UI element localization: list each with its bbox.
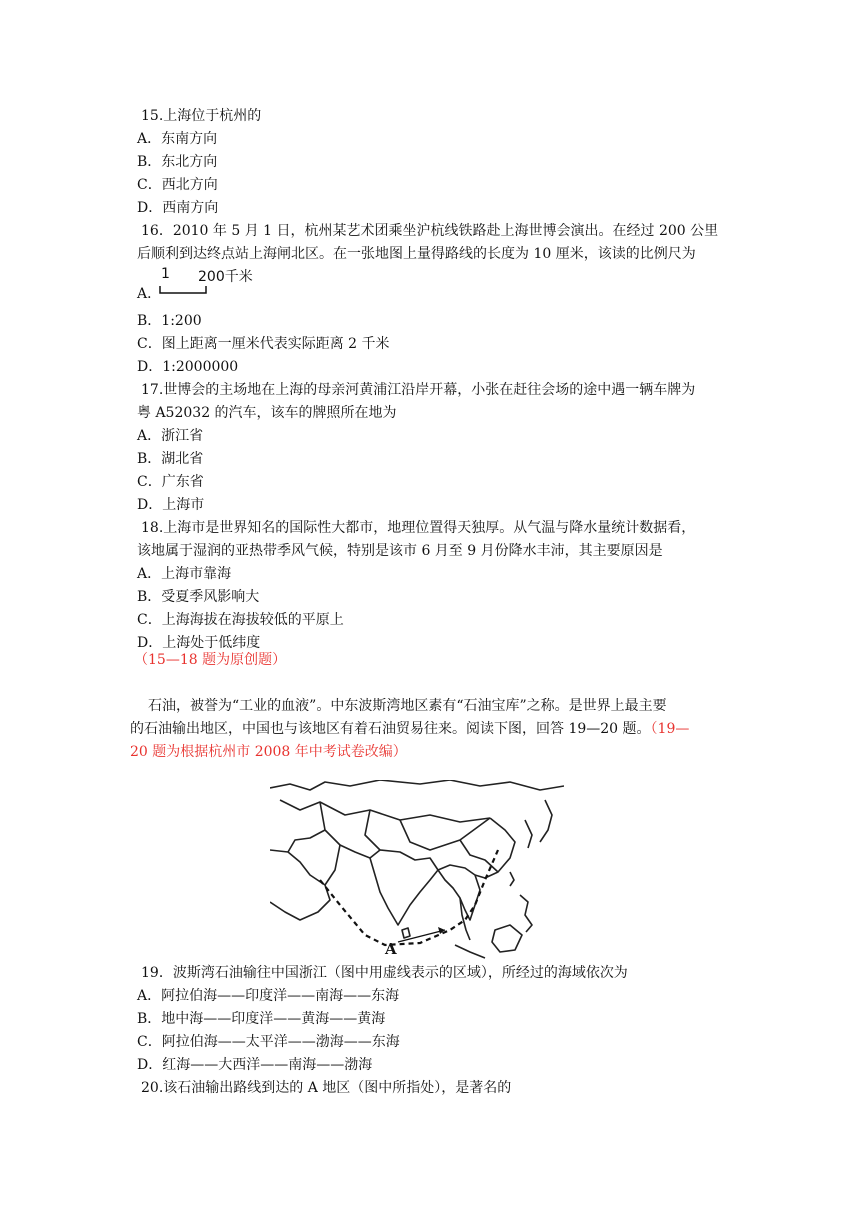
q17-option-b: B．湖北省 (137, 451, 204, 467)
q19-stem: 19．波斯湾石油输往中国浙江（图中用虚线表示的区域），所经过的海域依次为 (141, 965, 628, 981)
q18-option-b: B．受夏季风影响大 (137, 589, 260, 605)
q20-stem: 20.该石油输出路线到达的 A 地区（图中所指处），是著名的 (141, 1080, 512, 1096)
q17-stem-line2: 粤 A52032 的汽车，该车的牌照所在地为 (137, 405, 397, 421)
passage-line1: 石油，被誉为“工业的血液”。中东波斯湾地区素有“石油宝库”之称。是世界上最主要 (148, 698, 667, 714)
scale-right-label: 200千米 (198, 269, 253, 285)
q16-option-d: D．1:2000000 (137, 359, 239, 375)
q19-option-d: D．红海——大西洋——南海——渤海 (137, 1057, 373, 1073)
q19-option-a: A．阿拉伯海——印度洋——南海——东海 (137, 988, 400, 1004)
note-15-18: （15—18 题为原创题） (134, 652, 287, 668)
passage-line2-note: （19— (650, 721, 690, 737)
passage-line2 (130, 720, 689, 738)
q15-option-b: B．东北方向 (137, 154, 218, 170)
q18-option-c: C．上海海拔在海拔较低的平原上 (137, 612, 344, 628)
q15-option-a: A．东南方向 (137, 131, 218, 147)
q18-stem-line2: 该地属于湿润的亚热带季风气候，特别是该市 6 月至 9 月份降水丰沛，其主要原因是 (137, 543, 663, 559)
q16-stem-line2: 后顺利到达终点站上海闸北区。在一张地图上量得路线的长度为 10 厘米，该读的比例尺为 (137, 246, 696, 262)
passage-line2-text: 的石油输出地区，中国也与该地区有着石油贸易往来。阅读下图，回答 19—20 题。 (130, 721, 651, 737)
q18-option-d: D．上海处于低纬度 (137, 635, 261, 651)
q16-stem-line1: 16．2010 年 5 月 1 日，杭州某艺术团乘坐沪杭线铁路赴上海世博会演出。在经过 200 公里 (141, 223, 719, 239)
map-label-a: A (385, 940, 397, 958)
q15-option-d: D．西南方向 (137, 200, 219, 216)
q16-option-c: C．图上距离一厘米代表实际距离 2 千米 (137, 336, 390, 352)
q15-option-c: C．西北方向 (137, 177, 218, 193)
asia-oil-route-map (270, 780, 564, 960)
q16-option-a: A． (137, 286, 162, 302)
q19-option-c: C．阿拉伯海——太平洋——渤海——东海 (137, 1034, 400, 1050)
passage-line3-note: 20 题为根据杭州市 2008 年中考试卷改编） (130, 744, 407, 760)
q15-stem: 15.上海位于杭州的 (141, 108, 262, 124)
scale-bar (158, 266, 278, 296)
q17-option-a: A．浙江省 (137, 428, 204, 444)
q17-option-d: D．上海市 (137, 497, 205, 513)
q17-option-c: C．广东省 (137, 474, 204, 490)
q18-stem-line1: 18.上海市是世界知名的国际性大都市，地理位置得天独厚。从气温与降水量统计数据看， (141, 520, 696, 536)
scale-bar-icon (158, 284, 218, 296)
map-outline-icon (270, 780, 564, 960)
q19-option-b: B．地中海——印度洋——黄海——黄海 (137, 1011, 386, 1027)
scale-left-label: 1 (161, 266, 170, 282)
q16-option-b: B．1:200 (137, 313, 202, 329)
q17-stem-line1: 17.世博会的主场地在上海的母亲河黄浦江沿岸开幕，小张在赶往会场的途中遇一辆车牌为 (141, 382, 696, 398)
q18-option-a: A．上海市靠海 (137, 566, 232, 582)
